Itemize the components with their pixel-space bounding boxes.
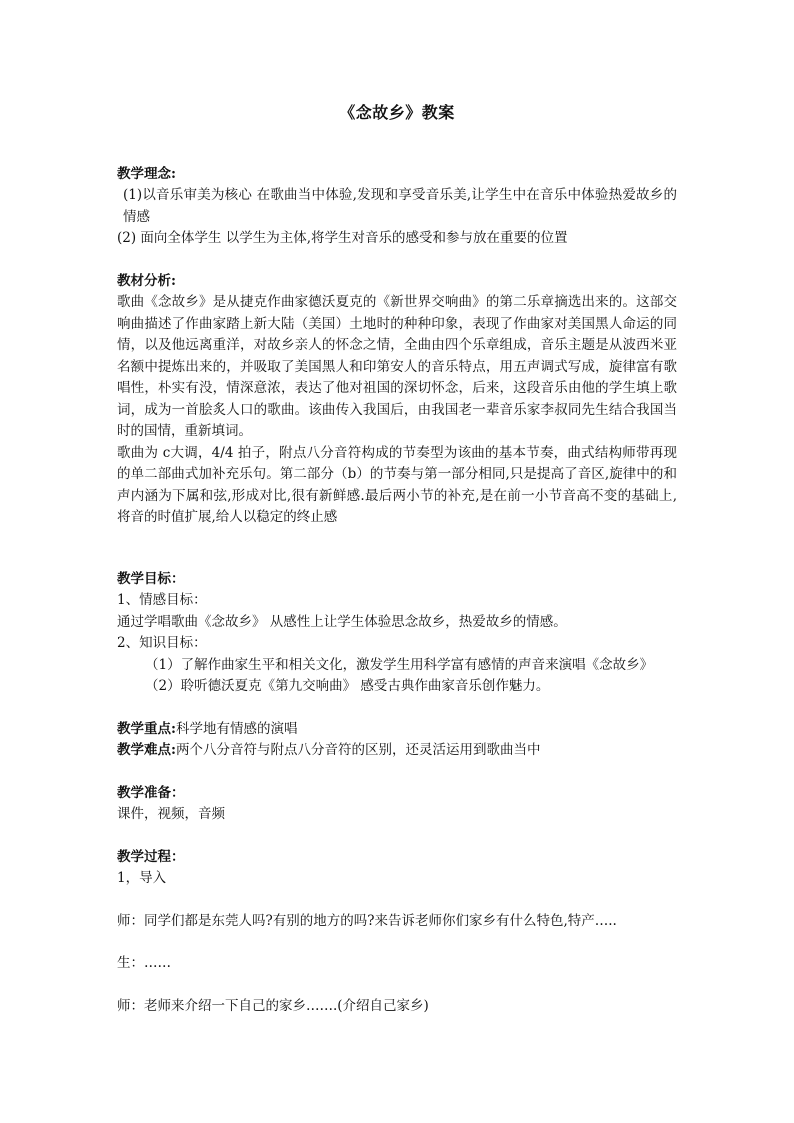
page-title: 《念故乡》教案 [339,103,455,122]
knowledge-objective-label: 2、知识目标： [117,635,207,651]
philosophy-item-1: (1)以音乐审美为核心 在歌曲当中体验,发现和享受音乐美,让学生中在音乐中体验热爱故乡的情感 [123,187,677,225]
dialogue-line-teacher-2: 师：老师来介绍一下自己的家乡…….(介绍自己家乡) [117,997,429,1014]
difficulty-label: 教学难点: [117,742,176,758]
document-page [117,102,677,1017]
preparation-text: 课件，视频，音频 [117,806,225,822]
dialogue-line-student-1: 生：…… [117,955,171,971]
emotion-objective-label: 1、情感目标： [117,592,207,608]
dialogue-line-teacher-1: 师：同学们都是东莞人吗?有别的地方的吗?来告诉老师你们家乡有什么特色,特产….. [117,912,617,929]
difficulty-text: 两个八分音符与附点八分音符的区别，还灵活运用到歌曲当中 [175,742,541,758]
difficulty-line [117,740,677,762]
key-point-label: 教学重点: [117,720,176,737]
emotion-objective-text: 通过学唱歌曲《念故乡》 从感性上让学生体验思念故乡，热爱故乡的情感。 [117,613,567,630]
key-point-text: 科学地有情感的演唱 [175,720,298,737]
process-step-1: 1，导入 [117,870,167,886]
preparation-heading: 教学准备： [117,784,185,801]
analysis-paragraph-2: 歌曲为 c大调，4/4 拍子，附点八分音符构成的节奏型为该曲的基本节奏，曲式结构师带再现的单二部曲式加补充乐句。第二部分（b）的节奏与第一部分相同,只是提高了音区,旋律中的和声内涵为下属和弦,形成对比,很有新鲜感.最后两小节的补充,是在前一小节音高不变的基础上,将音的时值扩展,给人以稳定的终止感 [117,444,677,525]
philosophy-item-2: (2) 面向全体学生 以学生为主体,将学生对音乐的感受和参与放在重要的位置 [117,230,568,246]
analysis-paragraph-1: 歌曲《念故乡》是从捷克作曲家德沃夏克的《新世界交响曲》的第二乐章摘选出来的。这部交响曲描述了作曲家踏上新大陆（美国）土地时的种种印象，表现了作曲家对美国黑人命运的同情，以及他远离重洋，对故乡亲人的怀念之情，全曲由四个乐章组成，音乐主题是从波西米亚名额中提炼出来的，并吸取了美国黑人和印第安人的音乐特点，用五声调式写成，旋律富有歌唱性，朴实有没，情深意浓，表达了他对祖国的深切怀念，后来，这段音乐由他的学生填上歌词，成为一首脍炙人口的歌曲。该曲传入我国后，由我国老一辈音乐家李叔同先生结合我国当时的国情，重新填词。 [117,294,677,439]
process-heading: 教学过程： [117,848,185,865]
knowledge-objective-item-2: （2）聆听德沃夏克《第九交响曲》 感受古典作曲家音乐创作魅力。 [145,678,550,694]
philosophy-heading: 教学理念: [117,165,176,182]
objectives-heading: 教学目标： [117,570,185,587]
knowledge-objective-item-1: （1）了解作曲家生平和相关文化，激发学生用科学富有感情的声音来演唱《念故乡》 [145,656,654,673]
key-point-line [117,719,677,741]
analysis-heading: 教材分析: [117,272,176,289]
